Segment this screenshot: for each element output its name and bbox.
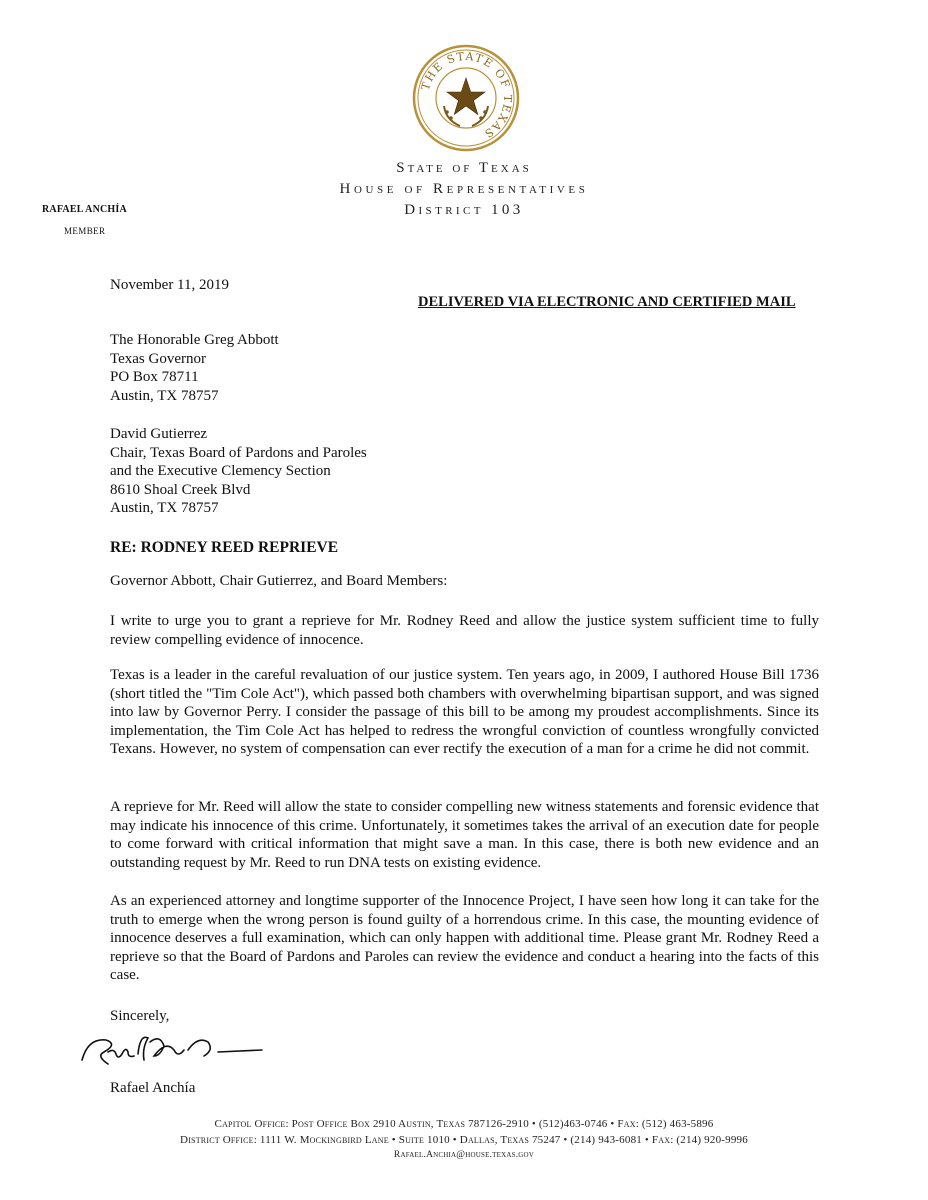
subject-line: RE: RODNEY REED REPRIEVE: [110, 539, 339, 556]
footer-district-office: District Office: 1111 W. Mockingbird Lane • Suite 1010 • Dallas, Texas 75247 • (214) 943-6081 • Fax: (214) 920-9996: [180, 1134, 748, 1146]
body-paragraph-1: I write to urge you to grant a reprieve for Mr. Rodney Reed and allow the justice system sufficient time to fully review compelling evidence of innocence.: [110, 613, 819, 648]
body-paragraph-3: A reprieve for Mr. Reed will allow the state to consider compelling new witness statements and forensic evidence that may indicate his innocence of this crime. Unfortunately, it sometimes takes the arrival of an execution date for people to come forward with critical information that might save a man. In this case, there is both new evidence and an outstanding request by Mr. Reed to run DNA tests on existing evidence.: [110, 799, 819, 871]
letter-date: November 11, 2019: [110, 277, 230, 293]
seal-ring-text: THE STATE OF TEXAS: [418, 49, 515, 141]
member-name: RAFAEL ANCHÍA: [42, 204, 127, 215]
body-paragraph-4: As an experienced attorney and longtime supporter of the Innocence Project, I have seen how long it can take for the truth to emerge when the wrong person is found guilty of a horrendous crime. In this case, the mounting evidence of innocence deserves a full examination, which can only happen with additional time. Please grant Mr. Rodney Reed a reprieve so that the Board of Pardons and Paroles can review the evidence and conduct a hearing into the facts of this case.: [110, 893, 819, 984]
address-line: David Gutierrez: [110, 426, 208, 442]
recipient-address-1: [110, 331, 279, 405]
signer-name: Rafael Anchía: [110, 1080, 196, 1096]
address-line: Texas Governor: [110, 350, 206, 367]
letterhead-district: District 103: [404, 202, 524, 218]
letterhead-house: House of Representatives: [339, 181, 589, 197]
footer-capitol-office: Capitol Office: Post Office Box 2910 Austin, Texas 787126-2910 • (512)463-0746 • Fax: (512) 463-5896: [214, 1118, 714, 1130]
signature: [78, 1030, 268, 1074]
texas-seal-star-icon: [412, 44, 520, 152]
body-paragraph-2: Texas is a leader in the careful revaluation of our justice system. Ten years ago, in 2009, I authored House Bill 1736 (short titled the "Tim Cole Act"), which passed both chambers with overwhelming bipartisan support, and was signed into law by Governor Perry. I consider the passage of this bill to be among my proudest accomplishments. Since its implementation, the Tim Cole Act has helped to redress the wrongful conviction of countless wrongfully convicted Texans. However, no system of compensation can ever rectify the execution of a man for a crime he did not commit.: [110, 667, 819, 758]
salutation: Governor Abbott, Chair Gutierrez, and Board Members:: [110, 573, 448, 589]
address-line: Austin, TX 78757: [110, 387, 219, 404]
address-line: 8610 Shoal Creek Blvd: [110, 481, 251, 498]
address-line: The Honorable Greg Abbott: [110, 332, 279, 348]
recipient-address-2: [110, 425, 367, 518]
address-line: Chair, Texas Board of Pardons and Paroles: [110, 444, 367, 461]
address-line: PO Box 78711: [110, 369, 199, 386]
address-line: and the Executive Clemency Section: [110, 463, 331, 480]
delivery-notice: DELIVERED VIA ELECTRONIC AND CERTIFIED MAIL: [418, 294, 796, 310]
footer-email: Rafael.Anchia@house.texas.gov: [393, 1150, 535, 1160]
closing: Sincerely,: [110, 1008, 170, 1024]
letterhead-state: State of Texas: [396, 160, 532, 176]
address-line: Austin, TX 78757: [110, 500, 219, 517]
member-title: MEMBER: [64, 226, 106, 236]
